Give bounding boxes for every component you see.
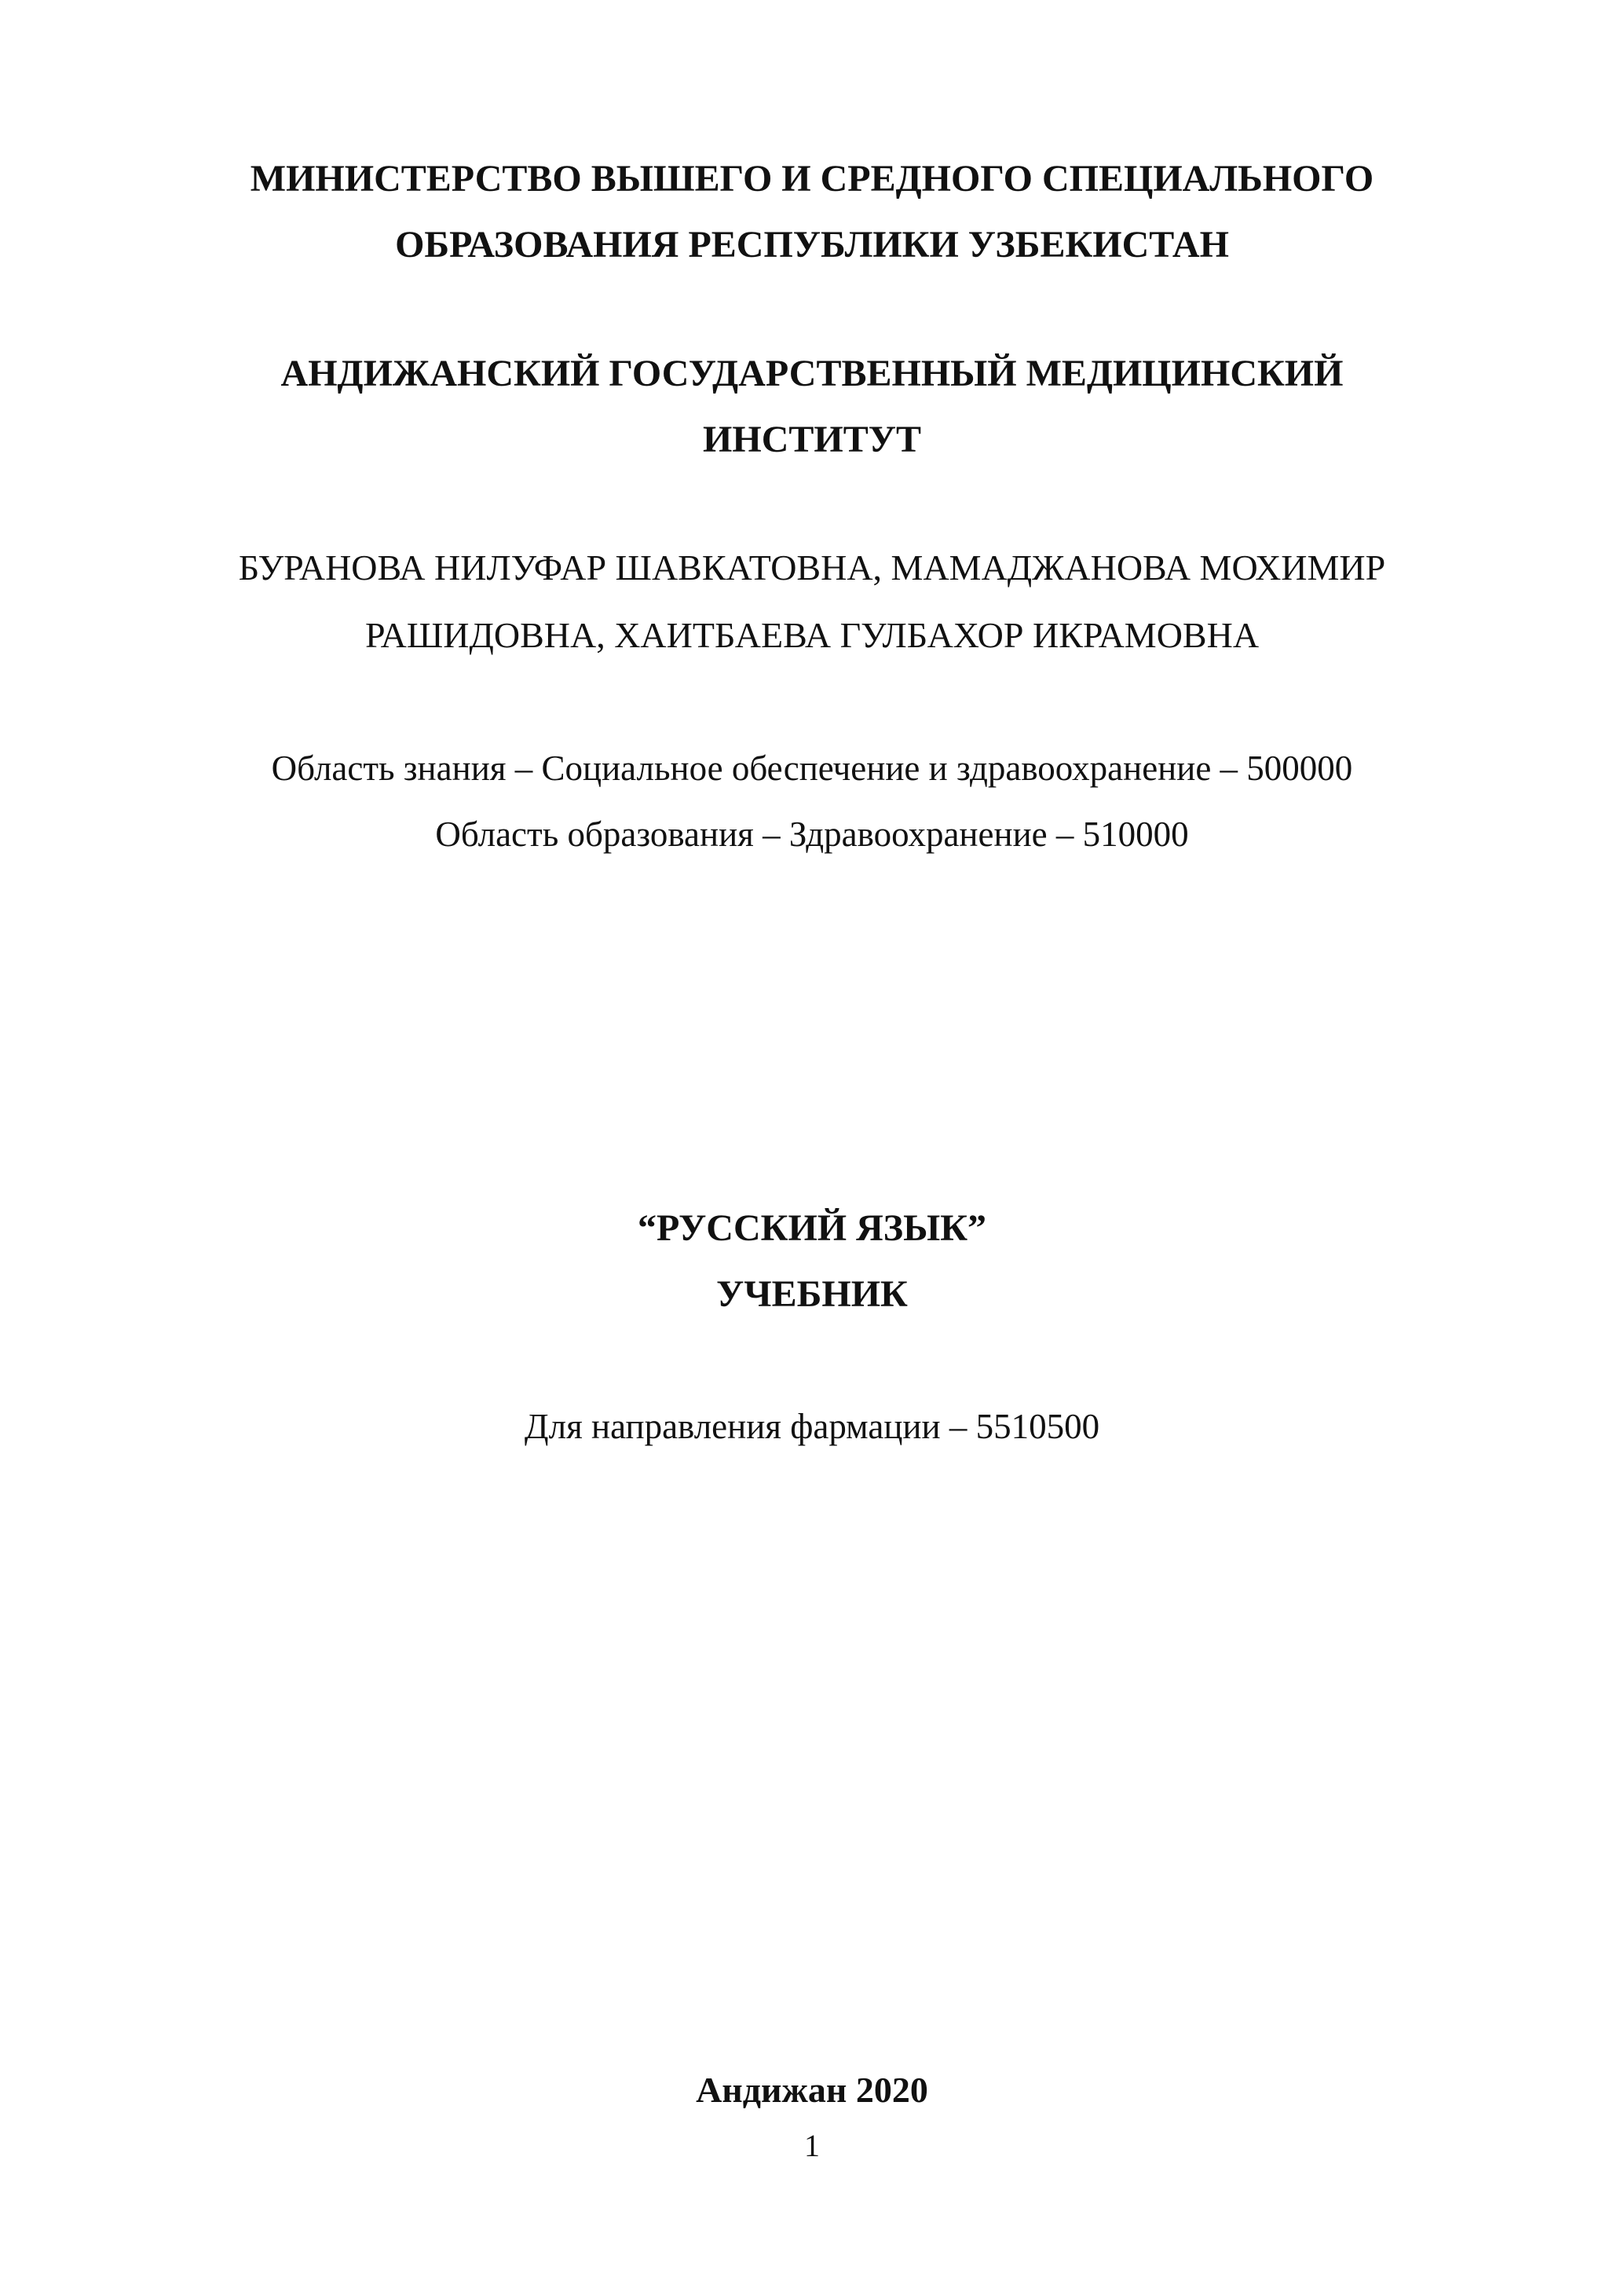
authors-line2: РАШИДОВНА, ХАИТБАЕВА ГУЛБАХОР ИКРАМОВНА <box>364 615 1260 655</box>
page-number: 1 <box>804 2128 820 2163</box>
authors-line1: БУРАНОВА НИЛУФАР ШАВКАТОВНА, МАМАДЖАНОВА МОХИМИР <box>238 547 1386 588</box>
ministry-title-line1: МИНИСТЕРСТВО ВЫШЕГО И СРЕДНОГО СПЕЦИАЛЬНОГО <box>250 158 1374 200</box>
city-year: Андижан 2020 <box>696 2070 928 2110</box>
study-direction: Для направления фармации – 5510500 <box>524 1407 1100 1446</box>
book-type: УЧЕБНИК <box>716 1273 908 1315</box>
field-of-education: Область образования – Здравоохранение – 510000 <box>435 815 1189 854</box>
ministry-title-line2: ОБРАЗОВАНИЯ РЕСПУБЛИКИ УЗБЕКИСТАН <box>395 224 1229 265</box>
institute-title-line2: ИНСТИТУТ <box>703 419 921 460</box>
field-of-knowledge: Область знания – Социальное обеспечение и здравоохранение – 500000 <box>271 749 1353 788</box>
book-title: “РУССКИЙ ЯЗЫК” <box>637 1207 987 1249</box>
institute-title-line1: АНДИЖАНСКИЙ ГОСУДАРСТВЕННЫЙ МЕДИЦИНСКИЙ <box>280 353 1344 394</box>
